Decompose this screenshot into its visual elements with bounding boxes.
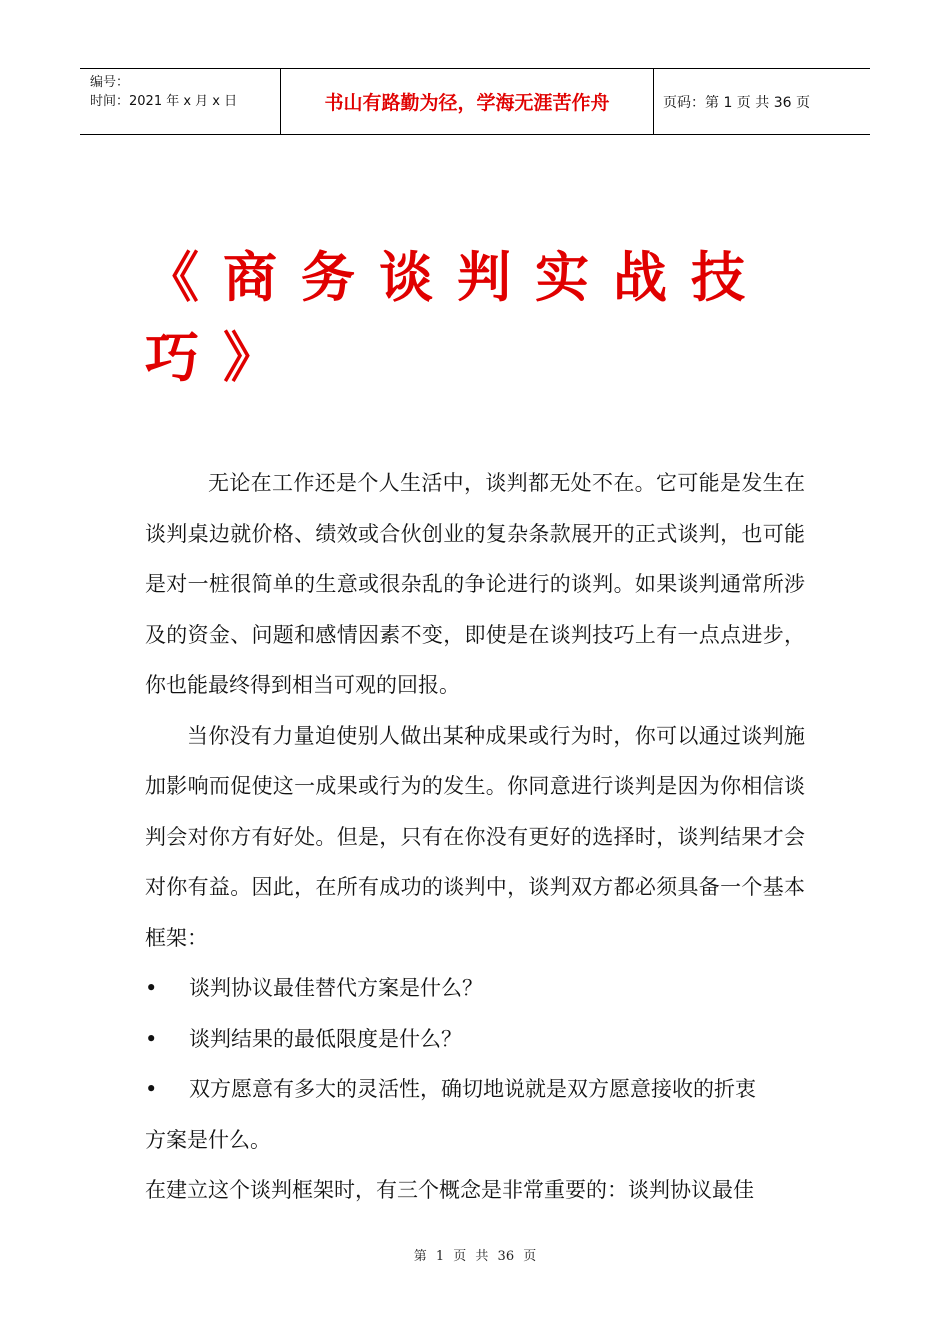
bullet-text: 双方愿意有多大的灵活性，确切地说就是双方愿意接收的折衷	[189, 1077, 756, 1101]
document-body	[145, 458, 805, 1216]
paragraph-3: 在建立这个谈判框架时，有三个概念是非常重要的：谈判协议最佳	[145, 1178, 754, 1202]
number-label: 编号：	[90, 75, 130, 90]
bullet-dot: •	[145, 1077, 158, 1101]
header-meta	[80, 69, 281, 134]
bullet-dot: •	[145, 976, 158, 1000]
bullet-item-3	[145, 1064, 805, 1115]
paragraph-2: 当你没有力量迫使别人做出某种成果或行为时，你可以通过谈判施加影响而促使这一成果或行为的发生。你同意进行谈判是因为你相信谈判会对你方有好处。但是，只有在你没有更好的选择时，谈判结果才会对你有益。因此，在所有成功的谈判中，谈判双方都必须具备一个基本框架：	[145, 723, 805, 950]
time-label: 时间：2021 年 x 月 x 日	[90, 94, 238, 109]
bullet-text: 谈判结果的最低限度是什么？	[189, 1026, 462, 1051]
bullet-item-3-continuation: 方案是什么。	[145, 1127, 271, 1152]
bullet-text: 谈判协议最佳替代方案是什么？	[189, 976, 483, 1000]
bullet-item-2	[145, 1014, 805, 1065]
document-header	[80, 68, 870, 135]
header-page-label: 页码：第 1 页 共 36 页	[663, 94, 810, 111]
bullet-dot: •	[145, 1026, 158, 1051]
header-motto: 书山有路勤为径，学海无涯苦作舟	[281, 69, 654, 134]
paragraph-1: 无论在工作还是个人生活中，谈判都无处不在。它可能是发生在谈判桌边就价格、绩效或合伙创业的复杂条款展开的正式谈判，也可能是对一桩很简单的生意或很杂乱的争论进行的谈判。如果谈判通常所涉及的资金、问题和感情因素不变，即使是在谈判技巧上有一点点进步，你也能最终得到相当可观的回报。	[145, 471, 805, 697]
page-footer: 第 1 页 共 36 页	[413, 1249, 537, 1264]
document-title: 《商务谈判实战技巧》	[145, 246, 769, 389]
bullet-item-1	[145, 963, 805, 1014]
